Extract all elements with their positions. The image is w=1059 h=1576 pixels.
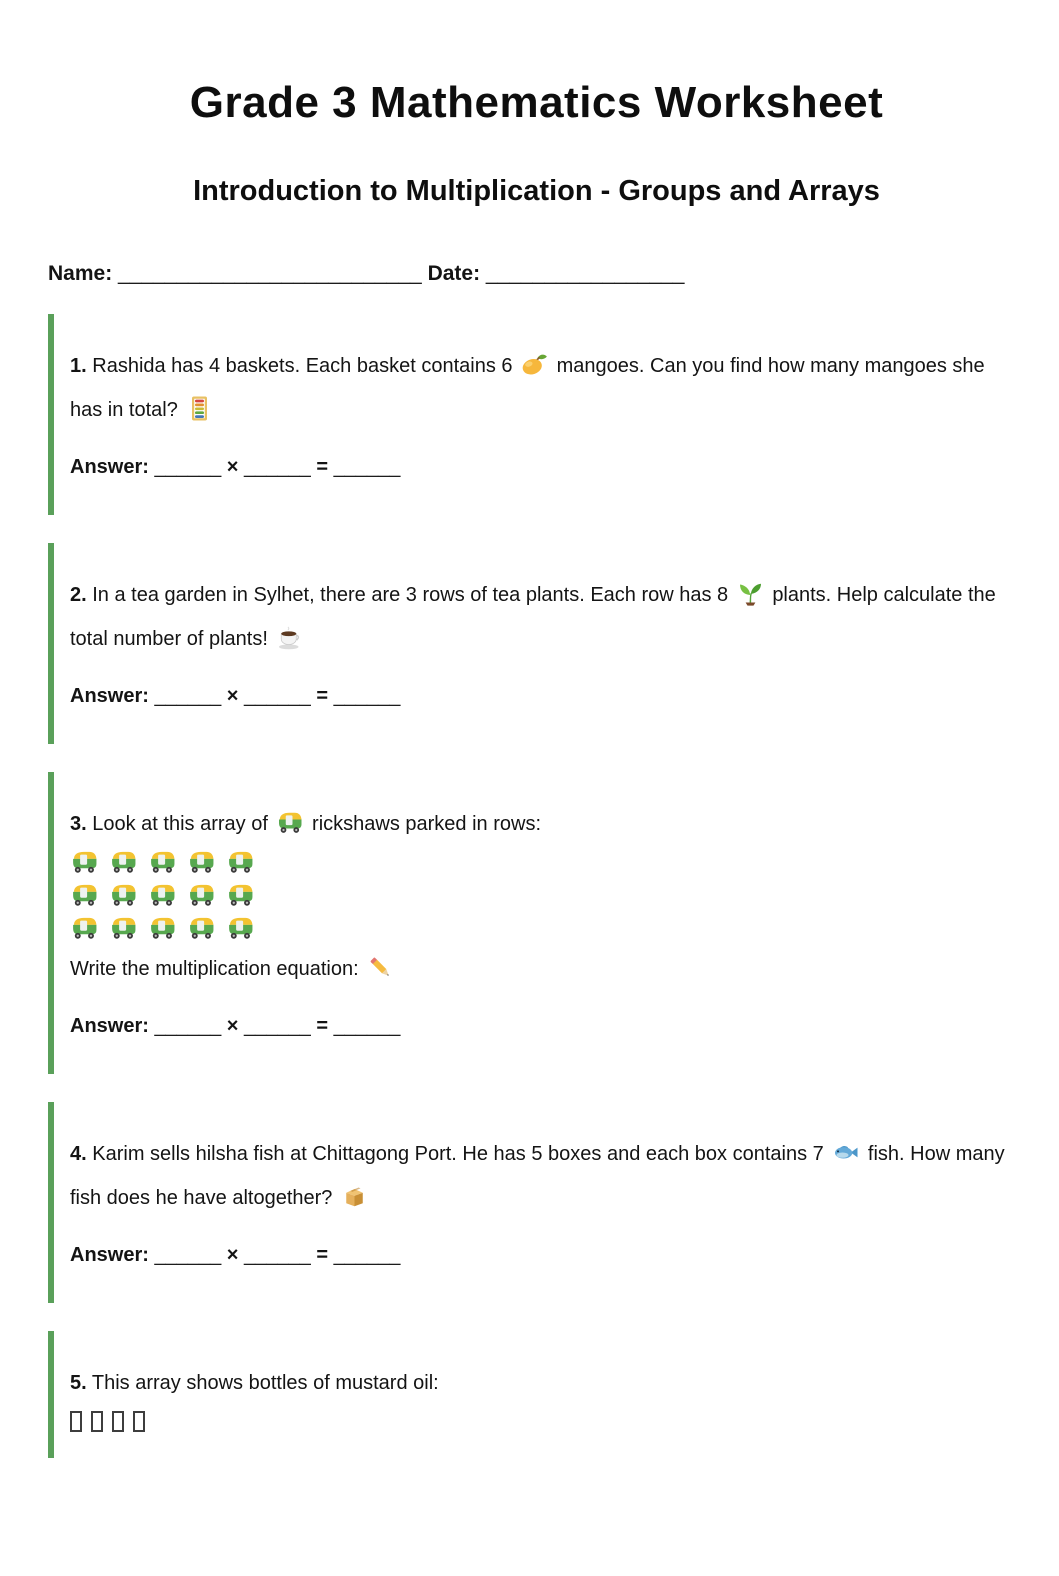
mango-icon (521, 351, 548, 378)
date-blank-line: _________________ (485, 262, 685, 285)
problem-text-segment: fish. How many fish does he have altogether? (70, 1143, 1005, 1209)
problem-5-question (70, 1361, 1007, 1405)
problem-text-segment: rickshaws parked in rows: (312, 813, 541, 835)
missing-glyph-box (112, 1411, 124, 1432)
answer-blank: ______ (333, 685, 401, 707)
answer-blank: ______ (154, 456, 222, 478)
page-subtitle: Introduction to Multiplication - Groups and Arrays (193, 175, 880, 207)
problem-1-question (70, 344, 1007, 432)
answer-blank: ______ (244, 685, 311, 707)
answer-label: Answer: (70, 1015, 149, 1037)
rickshaw-array-row (70, 914, 1007, 942)
problem-text-segment: mangoes. Can you find how many mangoes she has in total? (70, 355, 985, 421)
problem-4 (48, 1102, 1025, 1303)
answer-blank: ______ (333, 456, 401, 478)
answer-blank: ______ (333, 1244, 401, 1266)
bottle-array-row (70, 1411, 1007, 1432)
answer-blank: ______ (244, 1244, 311, 1266)
missing-glyph-box (133, 1411, 145, 1432)
auto-rickshaw-icon (109, 881, 137, 909)
auto-rickshaw-icon (70, 848, 98, 876)
problem-number: 2. (70, 584, 87, 606)
equals-symbol: = (316, 1015, 329, 1037)
date-label: Date: (427, 262, 481, 285)
problem-4-question (70, 1132, 1007, 1220)
answer-blank: ______ (154, 1015, 222, 1037)
times-symbol: × (226, 685, 239, 707)
answer-label: Answer: (70, 456, 149, 478)
problem-number: 1. (70, 355, 87, 377)
problem-text-segment: This array shows bottles of mustard oil: (91, 1372, 439, 1394)
answer-blank: ______ (244, 1015, 311, 1037)
auto-rickshaw-icon (187, 848, 215, 876)
auto-rickshaw-icon (148, 848, 176, 876)
package-icon (341, 1183, 368, 1210)
problem-2-answer-line (70, 674, 1007, 718)
auto-rickshaw-icon (226, 881, 254, 909)
times-symbol: × (226, 456, 239, 478)
name-blank-line: __________________________ (118, 262, 422, 285)
auto-rickshaw-icon (70, 881, 98, 909)
problem-1 (48, 314, 1025, 515)
problem-text-segment: In a tea garden in Sylhet, there are 3 rows of tea plants. Each row has 8 (92, 584, 729, 606)
auto-rickshaw-icon (187, 914, 215, 942)
problem-1-answer-line (70, 445, 1007, 489)
missing-glyph-box (91, 1411, 103, 1432)
problem-text-segment: Look at this array of (92, 813, 268, 835)
auto-rickshaw-icon (109, 914, 137, 942)
problem-text-segment: Karim sells hilsha fish at Chittagong Port. He has 5 boxes and each box contains 7 (92, 1143, 824, 1165)
problem-number: 4. (70, 1143, 87, 1165)
times-symbol: × (226, 1244, 239, 1266)
missing-glyph-box (70, 1411, 82, 1432)
auto-rickshaw-icon (109, 848, 137, 876)
pencil-icon (367, 954, 394, 981)
name-date-row (48, 262, 1025, 286)
rickshaw-array-row (70, 881, 1007, 909)
page-title: Grade 3 Mathematics Worksheet (189, 78, 884, 127)
answer-blank: ______ (333, 1015, 401, 1037)
problem-3 (48, 772, 1025, 1074)
problem-3-question (70, 802, 1007, 846)
problem-3-instruction (70, 947, 1007, 991)
answer-label: Answer: (70, 1244, 149, 1266)
auto-rickshaw-icon (70, 914, 98, 942)
auto-rickshaw-icon (226, 848, 254, 876)
worksheet-page (0, 78, 1059, 1458)
problem-5 (48, 1331, 1025, 1458)
problem-text-segment: Rashida has 4 baskets. Each basket contains 6 (92, 355, 513, 377)
answer-label: Answer: (70, 685, 149, 707)
problem-number: 5. (70, 1372, 87, 1394)
abacus-icon (186, 395, 213, 422)
auto-rickshaw-icon (276, 809, 303, 836)
auto-rickshaw-icon (148, 881, 176, 909)
problem-4-answer-line (70, 1233, 1007, 1277)
seedling-icon (737, 580, 764, 607)
equals-symbol: = (316, 456, 329, 478)
auto-rickshaw-icon (226, 914, 254, 942)
fish-icon (832, 1139, 859, 1166)
problem-2-question (70, 573, 1007, 661)
equals-symbol: = (316, 1244, 329, 1266)
answer-blank: ______ (244, 456, 311, 478)
rickshaw-array-row (70, 848, 1007, 876)
name-label: Name: (48, 262, 113, 285)
problem-text-segment: plants. Help calculate the total number of plants! (70, 584, 996, 650)
problem-2 (48, 543, 1025, 744)
problem-number: 3. (70, 813, 87, 835)
answer-blank: ______ (154, 1244, 222, 1266)
problem-3-answer-line (70, 1004, 1007, 1048)
answer-blank: ______ (154, 685, 222, 707)
auto-rickshaw-icon (148, 914, 176, 942)
equals-symbol: = (316, 685, 329, 707)
times-symbol: × (226, 1015, 239, 1037)
hot-beverage-icon (276, 624, 303, 651)
auto-rickshaw-icon (187, 881, 215, 909)
problem-text-segment: Write the multiplication equation: (70, 958, 359, 980)
